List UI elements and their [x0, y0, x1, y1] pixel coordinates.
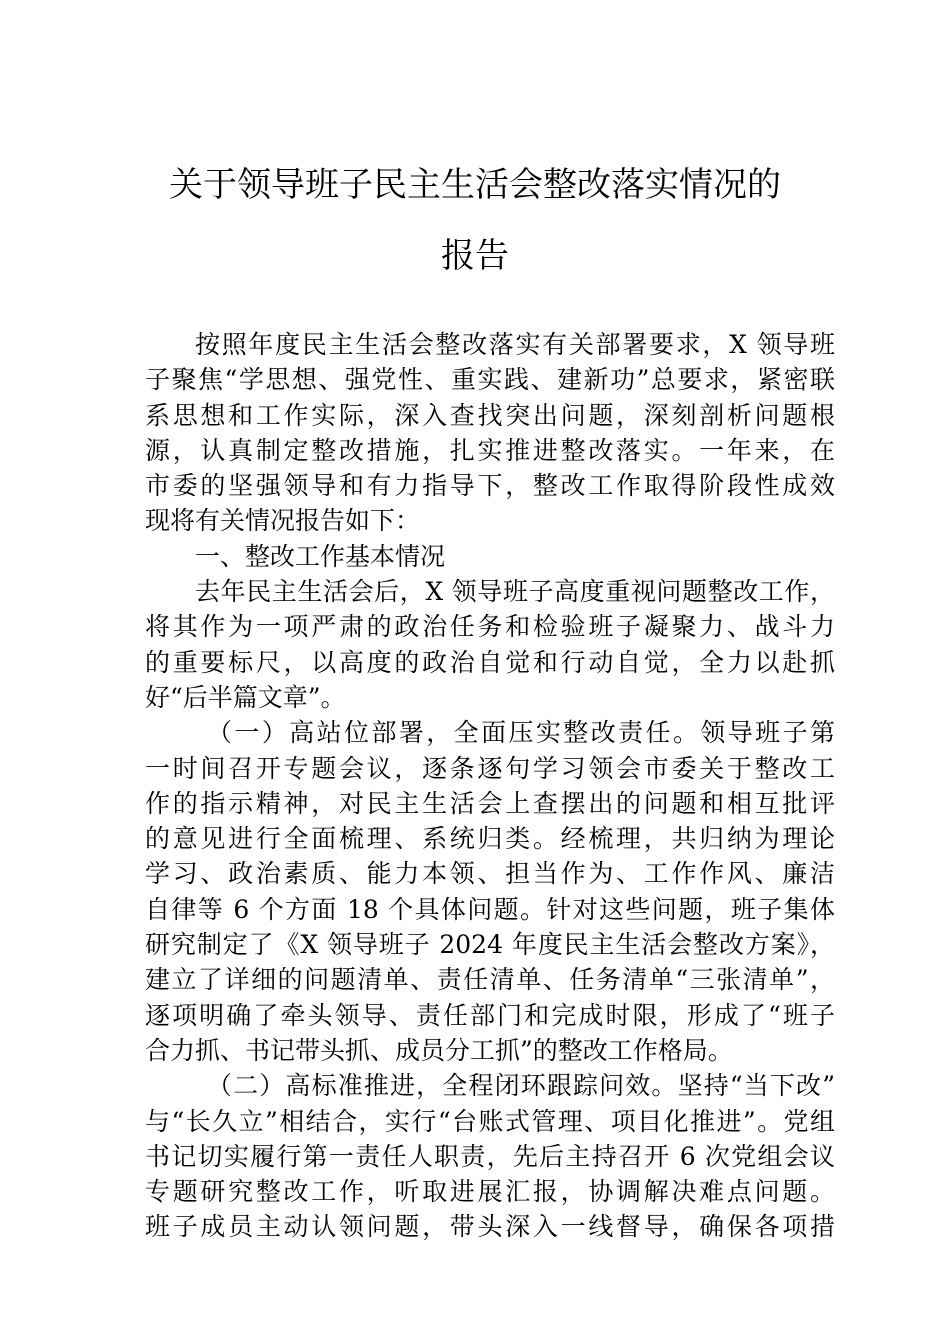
body-line: 一时间召开专题会议，逐条逐句学习领会市委关于整改工: [145, 753, 835, 783]
body-line: 好“后半篇文章”。: [145, 682, 346, 712]
body-line: 作的指示精神，对民主生活会上查摆出的问题和相互批评: [145, 788, 835, 818]
body-line: 班子成员主动认领问题，带头深入一线督导，确保各项措: [145, 1212, 835, 1242]
body-line: 的意见进行全面梳理、系统归类。经梳理，共归纳为理论: [145, 824, 835, 854]
body-line: 合力抓、书记带头抓、成员分工抓”的整改工作格局。: [145, 1035, 733, 1065]
body-line: 系思想和工作实际，深入查找突出问题，深刻剖析问题根: [145, 400, 835, 430]
body-line: 与“长久立”相结合，实行“台账式管理、项目化推进”。党组: [145, 1106, 835, 1136]
body-line: 市委的坚强领导和有力指导下，整改工作取得阶段性成效: [145, 471, 835, 501]
document-title-line-2: 报告: [441, 236, 509, 276]
body-line: 去年民主生活会后，X 领导班子高度重视问题整改工作，: [195, 577, 835, 607]
body-line: 研究制定了《X 领导班子 2024 年度民主生活会整改方案》，: [145, 930, 835, 960]
body-line: 按照年度民主生活会整改落实有关部署要求，X 领导班: [195, 330, 835, 359]
body-line: 源，认真制定整改措施，扎实推进整改落实。一年来，在: [145, 435, 835, 465]
body-line: 建立了详细的问题清单、责任清单、任务清单“三张清单”，: [145, 965, 835, 995]
body-line: 专题研究整改工作，听取进展汇报，协调解决难点问题。: [145, 1177, 835, 1207]
subsection-line: （一）高站位部署，全面压实整改责任。领导班子第: [207, 718, 835, 748]
body-line: 书记切实履行第一责任人职责，先后主持召开 6 次党组会议: [145, 1141, 835, 1171]
body-line: 子聚焦“学思想、强党性、重实践、建新功”总要求，紧密联: [145, 365, 835, 395]
subsection-line: （二）高标准推进，全程闭环跟踪问效。坚持“当下改”: [207, 1071, 835, 1101]
section-heading: 一、整改工作基本情况: [195, 541, 446, 571]
body-line: 学习、政治素质、能力本领、担当作为、工作作风、廉洁: [145, 859, 835, 889]
document-body: [145, 327, 835, 1245]
document-title-line-1: 关于领导班子民主生活会整改落实情况的: [169, 165, 781, 205]
body-line: 自律等 6 个方面 18 个具体问题。针对这些问题，班子集体: [145, 894, 835, 924]
body-line: 逐项明确了牵头领导、责任部门和完成时限，形成了“班子: [145, 1000, 835, 1030]
body-line: 的重要标尺，以高度的政治自觉和行动自觉，全力以赴抓: [145, 647, 835, 677]
body-line: 现将有关情况报告如下：: [145, 506, 421, 536]
body-line: 将其作为一项严肃的政治任务和检验班子凝聚力、战斗力: [145, 612, 835, 642]
